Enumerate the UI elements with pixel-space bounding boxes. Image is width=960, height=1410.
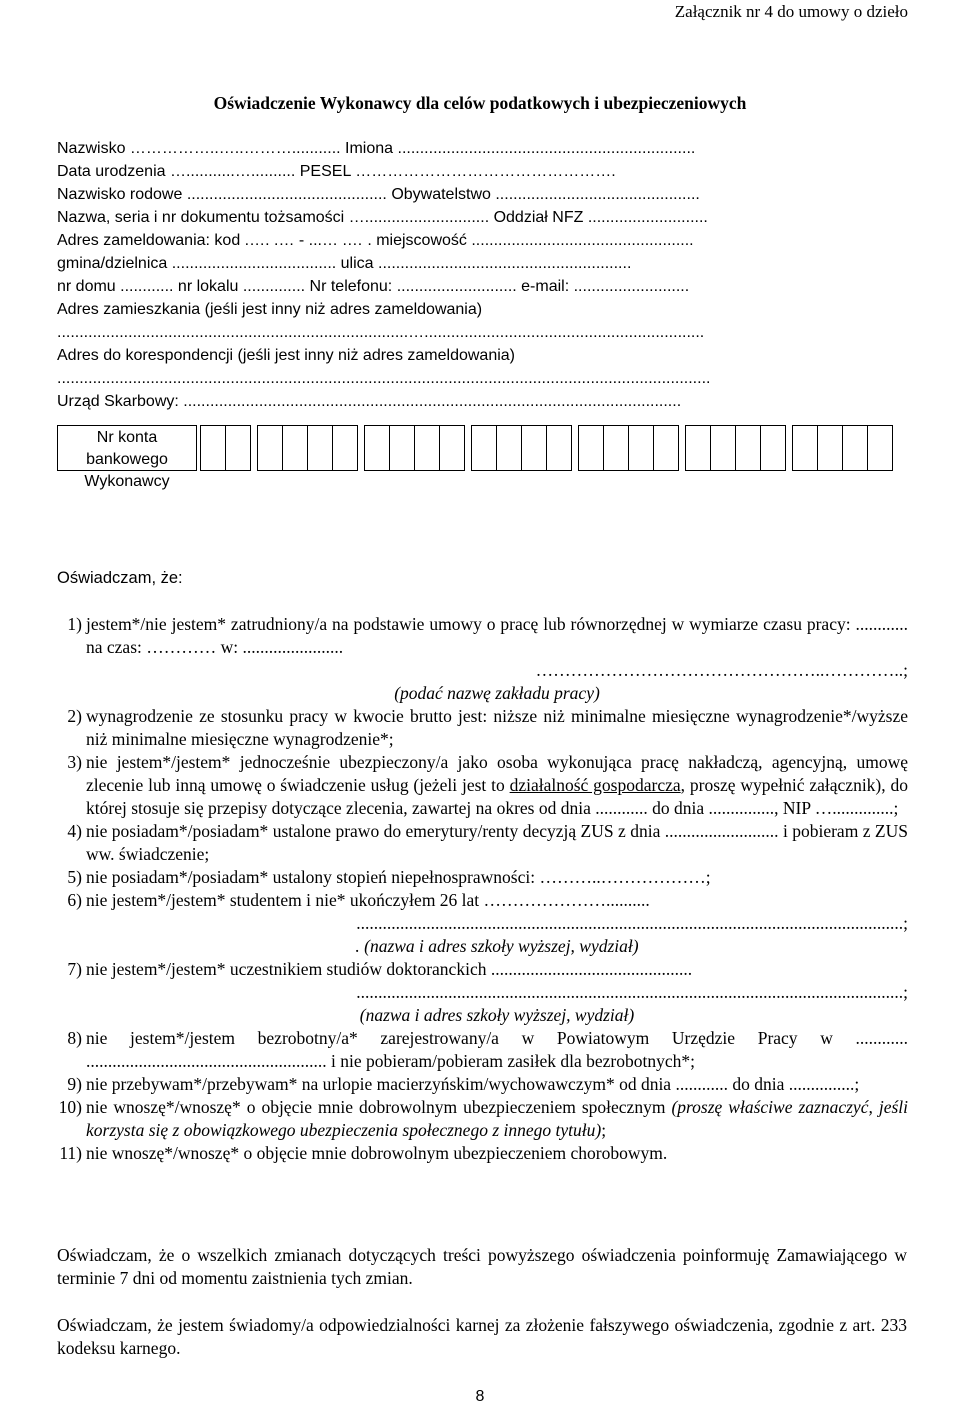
item-8-text: nie jestem*/jestem bezrobotny/a* zarejestrowany/a w Powiatowym Urzędzie Pracy w ............ ....................................................... i nie pobieram/pobieram zasiłek dla bezrobotnych*; xyxy=(86,1028,908,1071)
digit-box[interactable] xyxy=(364,425,390,471)
field-line-residence-address[interactable]: ...............................................................................…............................................................... xyxy=(57,324,705,341)
field-line-birthdate[interactable]: Data urodzenia …...........….......... PESEL …………………………………………. xyxy=(57,163,616,180)
digit-box[interactable] xyxy=(307,425,333,471)
field-line-id-document[interactable]: Nazwa, seria i nr dokumentu tożsamości …............................ Oddział NFZ ........................... xyxy=(57,209,708,226)
item-7-text: nie jestem*/jestem* uczestnikiem studiów doktoranckich .............................................. xyxy=(86,959,693,979)
digit-box[interactable] xyxy=(332,425,358,471)
digit-box[interactable] xyxy=(282,425,308,471)
digit-box[interactable] xyxy=(603,425,629,471)
item-number: 5) xyxy=(67,867,82,887)
digit-box[interactable] xyxy=(628,425,654,471)
declaration-item-9 xyxy=(48,1073,908,1096)
digit-box[interactable] xyxy=(817,425,843,471)
declaration-item-2 xyxy=(48,705,908,751)
item-10-text xyxy=(86,1096,908,1142)
item-10-italic-note: (proszę właściwe zaznaczyć, jeśli korzysta się z obowiązkowego ubezpieczenia społecznego z innego tytułu) xyxy=(86,1097,908,1140)
item-3-text xyxy=(86,751,908,820)
declaration-item-3 xyxy=(48,751,908,820)
item-3-text-a: nie jestem*/jestem* jednocześnie ubezpieczony/a jako osoba wykonująca pracę nakładczą, agencyjną, umowę zlecenie lub inną umowę o świadczenie usług (jeżeli jest to xyxy=(86,752,908,795)
declaration-item-4 xyxy=(48,820,908,866)
statement-changes: Oświadczam, że o wszelkich zmianach dotyczących treści powyższego oświadczenia poinformuję Zamawiającego w terminie 7 dni od momentu zaistnienia tych zmian. xyxy=(57,1245,907,1288)
bank-label-line2: Wykonawcy xyxy=(84,473,170,490)
item-number: 11) xyxy=(59,1143,82,1163)
item-number: 1) xyxy=(67,614,82,634)
field-line-house-phone-email[interactable]: nr domu ............ nr lokalu .............. Nr telefonu: ........................... e-mail: .......................... xyxy=(57,278,690,295)
digit-box[interactable] xyxy=(792,425,818,471)
item-number: 6) xyxy=(67,890,82,910)
annex-label: Załącznik nr 4 do umowy o dzieło xyxy=(674,2,908,21)
item-number: 8) xyxy=(67,1028,82,1048)
field-line-family-name[interactable]: Nazwisko rodowe ............................................. Obywatelstwo .............................................. xyxy=(57,186,700,203)
declaration-item-10 xyxy=(48,1096,908,1142)
page-number: 8 xyxy=(475,1388,485,1405)
item-6-text: nie jestem*/jestem* studentem i nie* ukończyłem 26 lat ………………….......... xyxy=(86,890,650,910)
item-number: 3) xyxy=(67,752,82,772)
digit-box[interactable] xyxy=(760,425,786,471)
item-7-fill-line[interactable]: .............................................................................................................................; xyxy=(356,982,908,1002)
bank-label-line1: Nr konta bankowego xyxy=(86,429,168,468)
declarations-list xyxy=(48,613,908,1165)
digit-box[interactable] xyxy=(653,425,679,471)
item-text xyxy=(86,613,908,705)
item-number: 2) xyxy=(67,706,82,726)
digit-box[interactable] xyxy=(439,425,465,471)
item-1-text: jestem*/nie jestem* zatrudniony/a na podstawie umowy o pracę lub równorzędnej w wymiarze czasu pracy: ............ na czas: ………… w: ....................... xyxy=(86,614,908,657)
digit-box[interactable] xyxy=(867,425,893,471)
item-number: 7) xyxy=(67,959,82,979)
digit-box[interactable] xyxy=(546,425,572,471)
item-number: 9) xyxy=(67,1074,82,1094)
item-number: 10) xyxy=(58,1097,82,1117)
item-text xyxy=(86,889,908,958)
declaration-item-7 xyxy=(48,958,908,1027)
digit-box[interactable] xyxy=(257,425,283,471)
item-6-hint: . (nazwa i adres szkoły wyższej, wydział) xyxy=(355,936,639,956)
declarations-heading: Oświadczam, że: xyxy=(57,569,183,587)
digit-box[interactable] xyxy=(471,425,497,471)
field-label-correspondence-address: Adres do korespondencji (jeśli jest inny niż adres zameldowania) xyxy=(57,347,516,364)
field-line-tax-office[interactable]: Urząd Skarbowy: ................................................................................................................ xyxy=(57,393,682,410)
field-line-registered-address[interactable]: Adres zameldowania: kod .…. .… - ...… .… . miejscowość .................................................. xyxy=(57,232,694,249)
item-text xyxy=(86,958,908,1027)
bank-account-digit-boxes xyxy=(201,425,893,471)
digit-box[interactable] xyxy=(521,425,547,471)
digit-box[interactable] xyxy=(496,425,522,471)
item-1-hint: (podać nazwę zakładu pracy) xyxy=(394,683,600,703)
item-1-fill-line[interactable]: …………………………………………..…………..; xyxy=(535,660,908,680)
declaration-item-11 xyxy=(48,1142,908,1165)
field-line-surname[interactable]: Nazwisko ……………..…..………........... Imiona ................................................................... xyxy=(57,140,696,157)
digit-box[interactable] xyxy=(842,425,868,471)
digit-box[interactable] xyxy=(685,425,711,471)
digit-box[interactable] xyxy=(578,425,604,471)
item-4-text: nie posiadam*/posiadam* ustalone prawo do emerytury/renty decyzją ZUS z dnia .......................... i pobieram z ZUS ww. świadczenie; xyxy=(86,821,908,864)
digit-box[interactable] xyxy=(735,425,761,471)
document-title: Oświadczenie Wykonawcy dla celów podatkowych i ubezpieczeniowych xyxy=(213,93,747,113)
field-line-correspondence-address[interactable]: ................................................................................................................................................... xyxy=(57,370,711,387)
item-3-underlined: działalność gospodarcza xyxy=(509,775,681,795)
item-2-text: wynagrodzenie ze stosunku pracy w kwocie brutto jest: niższe niż minimalne miesięczne wynagrodzenie*/wyższe niż minimalne miesięczne wynagrodzenie*; xyxy=(86,706,908,749)
item-9-text: nie przebywam*/przebywam* na urlopie macierzyńskim/wychowawczym* od dnia ............ do dnia ...............; xyxy=(86,1074,860,1094)
item-11-text: nie wnoszę*/wnoszę* o objęcie mnie dobrowolnym ubezpieczeniem chorobowym. xyxy=(86,1143,668,1163)
digit-box[interactable] xyxy=(200,425,226,471)
field-line-commune-street[interactable]: gmina/dzielnica ..................................... ulica ......................................................... xyxy=(57,255,632,272)
bank-account-label xyxy=(57,425,197,490)
personal-data-section xyxy=(57,137,955,413)
declaration-item-6 xyxy=(48,889,908,958)
item-7-hint: (nazwa i adres szkoły wyższej, wydział) xyxy=(359,1005,635,1025)
declaration-item-1 xyxy=(48,613,908,705)
digit-box[interactable] xyxy=(710,425,736,471)
item-10-text-a: nie wnoszę*/wnoszę* o objęcie mnie dobrowolnym ubezpieczeniem społecznym xyxy=(86,1097,672,1117)
digit-box[interactable] xyxy=(389,425,415,471)
item-number: 4) xyxy=(67,821,82,841)
bank-account-row xyxy=(57,425,893,490)
field-label-residence-address: Adres zamieszkania (jeśli jest inny niż adres zameldowania) xyxy=(57,301,483,318)
declaration-item-8 xyxy=(48,1027,908,1073)
digit-box[interactable] xyxy=(414,425,440,471)
item-3-text-b: , proszę wypełnić załącznik), do której stosuje się przepisy dotyczące zlecenia, zawartej na okres od dnia ............ do dnia ..............., NIP …..............; xyxy=(86,775,908,818)
item-5-text: nie posiadam*/posiadam* ustalony stopień niepełnosprawności: ………..………………; xyxy=(86,867,711,887)
item-6-fill-line[interactable]: .............................................................................................................................; xyxy=(356,913,908,933)
statement-liability: Oświadczam, że jestem świadomy/a odpowiedzialności karnej za złożenie fałszywego oświadczenia, zgodnie z art. 233 kodeksu karnego. xyxy=(57,1315,907,1358)
declaration-item-5 xyxy=(48,866,908,889)
digit-box[interactable] xyxy=(225,425,251,471)
item-10-text-b: ; xyxy=(601,1120,607,1140)
